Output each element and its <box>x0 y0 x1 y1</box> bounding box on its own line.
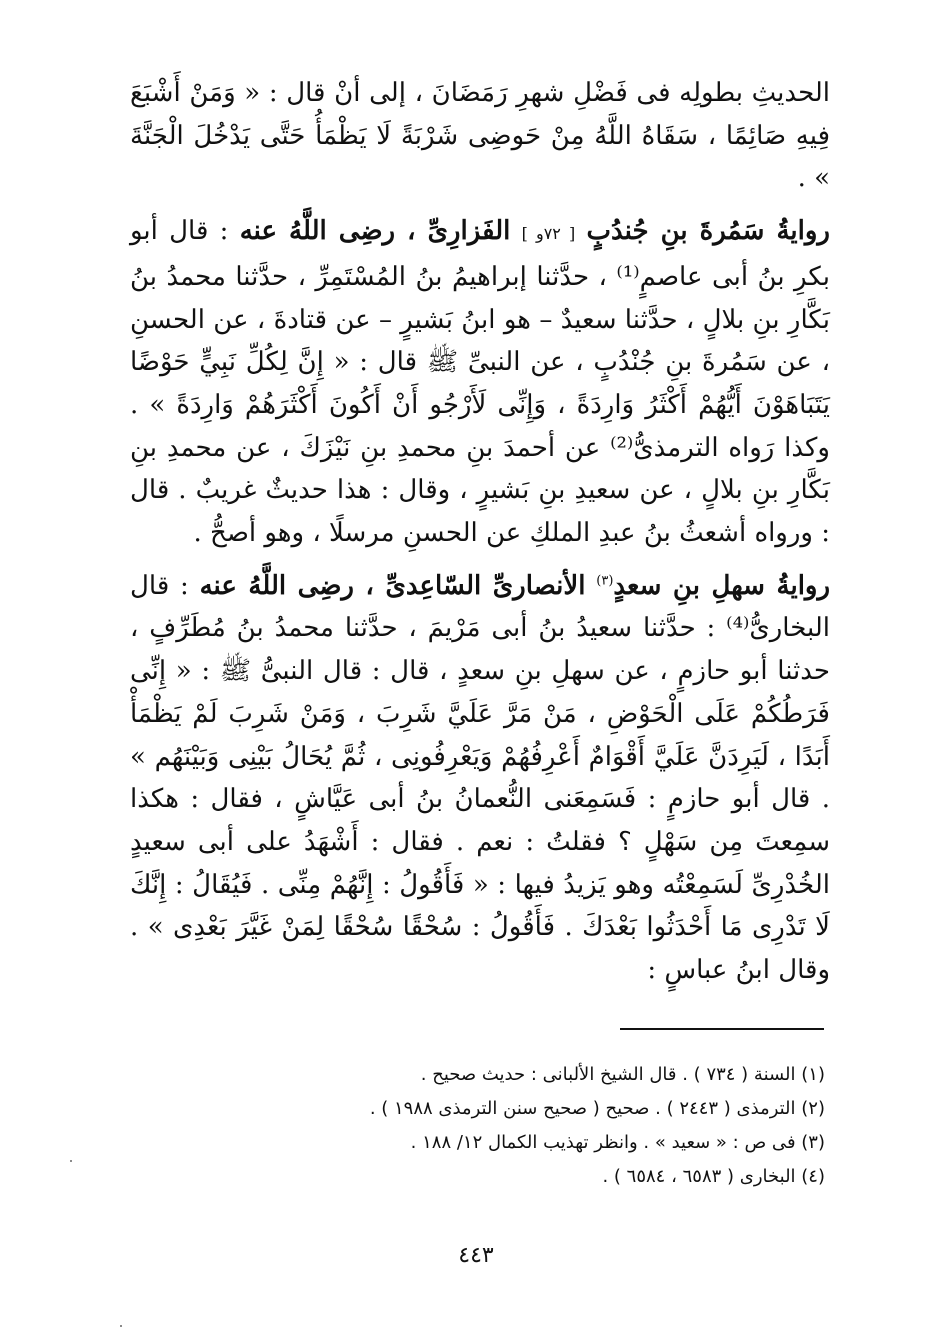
footnotes <box>300 1058 825 1194</box>
section-heading-samura-cont: الفَزارِىِّ ، رضِى اللَّهُ عنه <box>239 216 511 247</box>
paragraph-2-text: : قال أبو بكرِ بنُ أبى عاصمٍ⁽¹⁾ ، حدَّثنا إبراهيمُ بنُ المُسْتَمِرِّ ، حدَّثنا محمدُ بنُ بَكَّارِ بنِ بلالٍ ، حدَّثنا سعيدٌ – هو ابنُ بَشيرٍ – عن قتادةَ ، عن الحسنِ ، عن سَمُرةَ بنِ جُنْدُبٍ ، عن النبىِّ ﷺ قال : « إِنَّ لِكُلِّ نَبِيٍّ حَوْضًا يَتَبَاهَوْنَ أَيُّهُمْ أَكْثَرُ وَارِدَةً ، وَإِنِّى لَأَرْجُو أَنْ أَكُونَ أَكْثَرَهُمْ وَارِدَةً » . وكذا رَواه الترمذىُّ⁽²⁾ عن أحمدَ بنِ محمدِ بنِ نَيْزَكَ ، عن محمدِ بنِ بَكَّارِ بنِ بلالٍ ، عن سعيدِ بنِ بَشيرٍ ، وقال : هذا حديثٌ غريبٌ . قال : ورواه أشعثُ بنُ عبدِ الملكِ عن الحسنِ مرسلًا ، وهو أصحُّ . <box>130 216 830 549</box>
footnote-1: (١) السنة ( ٧٣٤ ) . قال الشيخ الألبانى : حديث صحيح . <box>420 1064 825 1085</box>
paragraph-3-text: : قال البخارىُّ⁽⁴⁾ : حدَّثنا سعيدُ بنُ أبى مَرْيمَ ، حدَّثنا محمدُ بنُ مُطَرِّفٍ ، حدثنا أبو حازمٍ ، عن سهلِ بنِ سعدٍ ، قال : قال النبىُّ ﷺ : « إِنِّى فَرَطُكُمْ عَلَى الْحَوْضِ ، مَنْ مَرَّ عَلَيَّ شَرِبَ ، وَمَنْ شَرِبَ لَمْ يَظْمَأْ أَبَدًا ، لَيَرِدَنَّ عَلَيَّ أَقْوَامٌ أَعْرِفُهُمْ وَيَعْرِفُونِى ، ثُمَّ يُحَالُ بَيْنِى وَبَيْنَهُم » . قال أبو حازمٍ : فَسَمِعَنى النُّعمانُ بنُ أبى عَيَّاشٍ ، فقال : هكذا سمِعتَ مِن سَهْلٍ ؟ فقلتُ : نعم . فقال : أَشْهَدُ على أبى سعيدٍ الخُدْرِىِّ لَسَمِعْتُه وهو يَزيدُ فيها : « فَأَقُولُ : إِنَّهُمْ مِنِّى . فَيُقَالُ : إِنَّكَ لَا تَدْرِى مَا أَحْدَثُوا بَعْدَكَ . فَأَقُولُ : سُحْقًا سُحْقًا لِمَنْ غَيَّرَ بَعْدِى » . وقال ابنُ عباسٍ : <box>130 570 830 986</box>
footnote-2: (٢) الترمذى ( ٢٤٤٣ ) . صحيح ( صحيح سنن الترمذى ١٩٨٨ ) . <box>369 1098 825 1119</box>
manuscript-folio-ref: [ ٧٢و ] <box>521 224 576 244</box>
scan-speck <box>120 1325 122 1327</box>
footnote-3: (٣) فى ص : « سعيد » . وانظر تهذيب الكمال ١٢/ ١٨٨ . <box>410 1132 825 1153</box>
section-heading-sahl: روايةُ سهلِ بنِ سعدٍ <box>613 570 831 601</box>
paragraph-1-text: الحديثِ بطولِه فى فَضْلِ شهرِ رَمَضَانَ ، إلى أنْ قال : « وَمَنْ أَشْبَعَ فِيهِ صَائِمًا ، سَقَاهُ اللَّهُ مِنْ حَوضِى شَرْبَةً لَا يَظْمَأُ حَتَّى يَدْخُلَ الْجَنَّةَ » . <box>130 78 830 194</box>
paragraph-3 <box>130 565 830 992</box>
footnote-marker-3: (٣) <box>596 573 614 589</box>
page-number: ٤٤٣ <box>458 1243 494 1268</box>
footnote-4: (٤) البخارى ( ٦٥٨٣ ، ٦٥٨٤ ) . <box>602 1166 825 1187</box>
section-heading-samura: روايةُ سَمُرةَ بنِ جُندُبٍ <box>586 216 830 247</box>
scan-speck <box>70 1160 72 1162</box>
main-text <box>130 72 830 992</box>
section-heading-sahl-cont: الأنصارىِّ السّاعِدىِّ ، رضِى اللَّهُ عنه <box>199 570 586 601</box>
paragraph-1 <box>130 72 830 200</box>
footnote-separator <box>620 1028 824 1030</box>
paragraph-2 <box>130 210 830 555</box>
